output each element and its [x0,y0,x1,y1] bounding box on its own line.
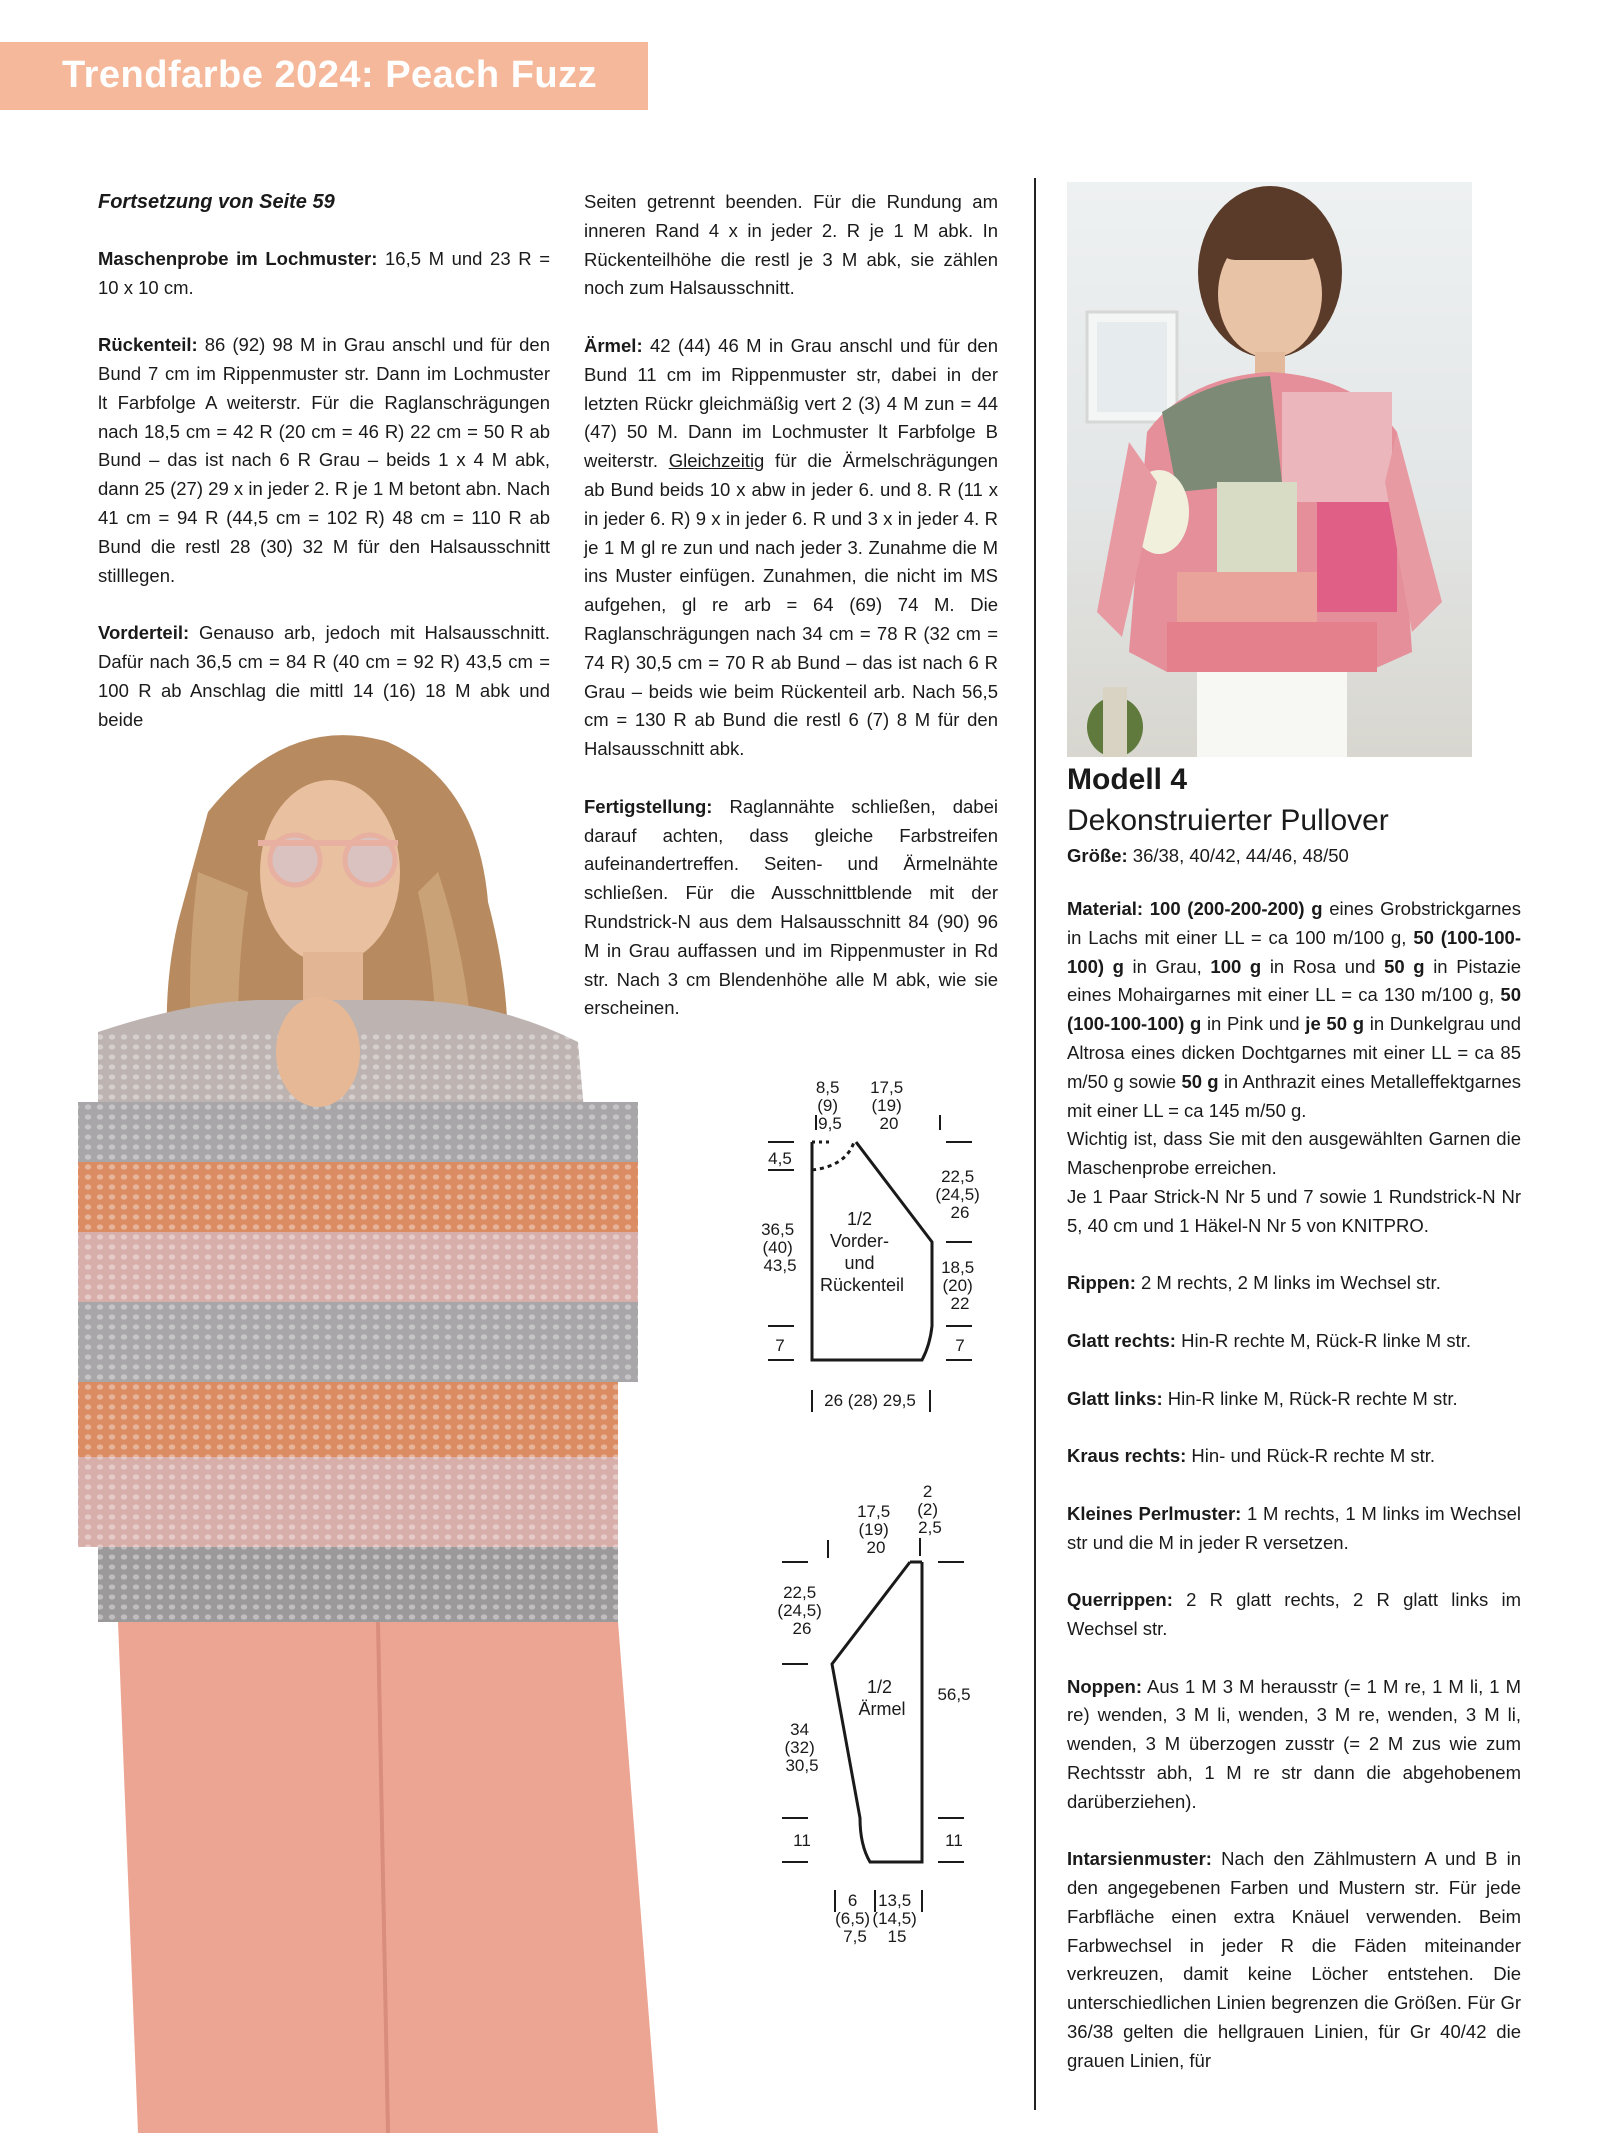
body-bund-right: 7 [955,1336,965,1355]
body-center-label [820,1209,904,1295]
body-right-side [941,1258,979,1313]
label-perlmuster: Kleines Perlmuster: [1067,1502,1242,1524]
sleeve-top-a-0: 17,5 [857,1502,891,1521]
label-aermel: Ärmel: [584,334,643,356]
paragraph-glatt-links [1067,1385,1521,1414]
paragraph-maschenprobe [98,245,550,303]
body-right-raglan-1: (24,5) [935,1185,980,1204]
material-note-1: Wichtig ist, dass Sie mit den ausgewählten Garnen die Maschenprobe erreichen. [1067,1128,1521,1179]
sleeve-top-b-1: (2) [917,1500,939,1519]
body-width: 26 (28) 29,5 [824,1391,916,1410]
schematic-body [761,1078,984,1412]
sleeve-center-label [858,1677,905,1719]
paragraph-noppen [1067,1673,1521,1817]
sleeve-bund-left: 11 [793,1831,811,1850]
text-maschenprobe: 16,5 M und 23 R = 10 x 10 cm. [98,247,550,298]
label-glatt-rechts: Glatt rechts: [1067,1329,1176,1351]
text-rippen: 2 M rechts, 2 M links im Wechsel str. [1135,1272,1441,1294]
material-amount-3: 100 g [1201,955,1262,977]
body-left-height-1: (40) [762,1238,793,1257]
sleeve-top-b [917,1482,943,1537]
paragraph-material [1067,895,1521,1125]
text-glatt-links: Hin-R linke M, Rück-R rechte M str. [1162,1387,1458,1409]
body-right-raglan [935,1167,984,1222]
label-intarsienmuster: Intarsienmuster: [1067,1848,1212,1870]
photo-modell-4 [1067,182,1472,757]
body-right-side-0: 18,5 [941,1258,975,1277]
sleeve-top-a-1: (19) [858,1520,889,1539]
text-kraus-rechts: Hin- und Rück-R rechte M str. [1186,1445,1436,1467]
paragraph-glatt-rechts [1067,1327,1521,1356]
body-bund-left: 7 [775,1336,785,1355]
body-left-height-0: 36,5 [761,1220,795,1239]
paragraph-querrippen [1067,1586,1521,1644]
paragraph-kraus-rechts [1067,1442,1521,1471]
body-top-a [816,1078,844,1133]
label-rippen: Rippen: [1067,1272,1136,1294]
sleeve-left-length-1: (32) [784,1738,815,1757]
paragraph-vorderteil-cont: Seiten getrennt beenden. Für die Rundung am inneren Rand 4 x in jeder 2. R je 1 M abk. In Rückenteilhöhe die restl je 3 M abk, sie zählen noch zum Halsausschnitt. [584,191,998,299]
material-text-2: in Grau, [1123,955,1202,977]
sleeve-center-1: Ärmel [858,1699,906,1719]
text-rueckenteil: 86 (92) 98 M in Grau anschl und für den Bund 7 cm im Rippenmuster str. Dann im Lochmuster lt Farbfolge A weiterstr. Für die Raglanschrägungen nach 18,5 cm = 42 R (20 cm = 46 R) 22 cm = 50 R ab Bund – das ist nach 6 R Grau – beids 1 x 4 M abk, dann 25 (27) 29 x in jeder 2. R je 1 M betont abn. Nach 41 cm = 94 R (44,5 cm = 102 R) 48 cm = 110 R ab Bund die restl 28 (30) 32 M für den Halsausschnitt stilllegen. [98,334,550,586]
body-left-height-2: 43,5 [763,1256,797,1275]
text-glatt-rechts: Hin-R rechte M, Rück-R linke M str. [1175,1329,1471,1351]
body-center-0: 1/2 [846,1209,873,1229]
text-column-1 [98,188,550,763]
material-amount-4: 50 g [1375,955,1425,977]
body-right-raglan-2: 26 [950,1203,970,1222]
material-amount-7: 50 g [1176,1070,1219,1092]
paragraph-perlmuster [1067,1500,1521,1558]
paragraph-vorderteil [98,619,550,734]
text-noppen: Aus 1 M 3 M herausstr (= 1 M re, 1 M li, 1 M re) wenden, 3 M li, wenden, 3 M re, wenden, 3 M li, wenden, 3 M überzogen zusstr (= 2 M zus wie zum Rechtsstr abh, 1 M re str dann die abgehobenem darüberziehen). [1067,1675,1521,1812]
text-aermel-a: 42 (44) 46 M in Grau anschl und für den Bund 11 cm im Rippenmuster str, dabei in der letzten Rückr gleichmäßig vert 2 (3) 4 M zun = 44 (47) 50 M. Dann im Lochmuster lt Farbfolge B weiterstr. [584,334,998,472]
body-top-a-1: (9) [817,1096,839,1115]
material-text-6: in Dunkelgrau und Altrosa eines dicken Dochtgarnes mit einer LL = ca 85 m/50 g sowie [1067,1013,1521,1092]
material-text-7: in Anthrazit eines Metalleffektgarnes mit einer LL = ca 145 m/50 g. [1067,1070,1521,1121]
sleeve-bottom-b-0: 13,5 [878,1891,912,1910]
label-kraus-rechts: Kraus rechts: [1067,1445,1187,1467]
body-center-2: und [844,1253,875,1273]
sleeve-left-raglan [777,1583,826,1638]
sleeve-top-a-2: 20 [866,1538,886,1557]
text-perlmuster: 1 M rechts, 1 M links im Wechsel str und die M in jeder R versetzen. [1067,1502,1521,1553]
label-material: Material: [1067,898,1144,919]
modell-subtitle: Dekonstruierter Pullover [1067,804,1389,837]
sleeve-bottom-b [872,1891,921,1946]
text-gleichzeitig: Gleichzeitig [668,450,765,472]
material-text-5: in Pink und [1201,1013,1300,1035]
text-vorderteil: Genauso arb, jedoch mit Halsausschnitt. Dafür nach 36,5 cm = 84 R (40 cm = 92 R) 43,5 cm = 100 R ab Anschlag die mittl 14 (16) 18 M abk und beide [98,622,550,730]
column-divider [1034,178,1036,2110]
material-text-3: in Rosa und [1261,955,1376,977]
label-maschenprobe: Maschenprobe im Lochmuster: [98,247,378,269]
photo-modell-4-illustration [1067,182,1472,757]
schematic-diagrams [750,1070,990,1990]
text-intarsienmuster: Nach den Zählmustern A und B in den angegebenen Farben und Mustern str. Für jede Farbfläche einen extra Knäuel verwenden. Beim Farbwechsel in jeder R die Fäden miteinander verkreuzen, damit keine Löcher entstehen. Die unterschiedlichen Linien begrenzen die Größen. Für Gr 36/38 gelten die hellgrauen Linien, für Gr 40/42 die grauen Linien, für [1067,1848,1521,2071]
label-vorderteil: Vorderteil: [98,622,190,644]
body-right-side-2: 22 [950,1294,970,1313]
size-label: Größe: [1067,845,1128,866]
body-top-b-0: 17,5 [870,1078,904,1097]
label-glatt-links: Glatt links: [1067,1387,1163,1409]
paragraph-aermel [584,332,998,764]
sleeve-bottom-a-0: 6 [847,1891,858,1910]
material-text-1: eines Grobstrickgarnes in Lachs mit einer LL = ca 100 m/100 g, [1067,898,1521,948]
sleeve-bottom-a [835,1891,875,1946]
sleeve-right-total: 56,5 [937,1685,971,1704]
sleeve-left-length [785,1720,820,1775]
photo-main-illustration [58,722,698,2133]
paragraph-rippen [1067,1269,1521,1298]
label-rueckenteil: Rückenteil: [98,334,198,356]
size-line [1067,845,1349,867]
paragraph-intarsienmuster [1067,1845,1521,2075]
body-center-1: Vorder- [829,1231,890,1251]
sleeve-bottom-a-2: 7,5 [843,1927,867,1946]
material-amount-5: 50 (100-100-100) g [1067,984,1521,1035]
size-text: 36/38, 40/42, 44/46, 48/50 [1127,845,1349,866]
photo-main-striped-pullover [58,722,698,2133]
material-amount-1: 100 (200-200-200) g [1143,898,1323,919]
body-left-height [761,1220,799,1275]
sleeve-top-b-2: 2,5 [918,1518,942,1537]
body-top-b [870,1078,908,1133]
label-querrippen: Querrippen: [1067,1589,1173,1611]
material-amount-6: je 50 g [1299,1013,1365,1035]
body-top-b-2: 20 [879,1114,899,1133]
body-right-raglan-0: 22,5 [941,1167,975,1186]
body-top-b-1: (19) [871,1096,902,1115]
schematic-sleeve [777,1482,970,1946]
sleeve-bottom-b-2: 15 [887,1927,907,1946]
sleeve-top-b-0: 2 [922,1482,933,1501]
sleeve-left-length-2: 30,5 [785,1756,819,1775]
sleeve-bottom-b-1: (14,5) [872,1909,917,1928]
body-top-a-2: 9,5 [818,1114,842,1133]
text-column-3 [1067,895,1521,2104]
body-right-side-1: (20) [942,1276,973,1295]
body-left-neck: 4,5 [768,1149,792,1168]
sleeve-left-raglan-2: 26 [792,1619,812,1638]
sleeve-left-raglan-0: 22,5 [783,1583,817,1602]
paragraph-rueckenteil [98,331,550,590]
text-fertigstellung: Raglannähte schließen, dabei darauf achten, dass gleiche Farbstreifen aufeinandertreffen. Seiten- und Ärmelnähte schließen. Für die Ausschnittblende mit der Rundstrick-N aus dem Halsausschnitt 84 (90) 96 M in Grau auffassen und im Rippenmuster in Rd str. Nach 3 cm Blendenhöhe alle M abk, wie sie erscheinen. [584,795,998,1019]
body-top-a-0: 8,5 [815,1078,840,1097]
sleeve-bund-right: 11 [945,1831,963,1850]
sleeve-bottom-a-1: (6,5) [835,1909,871,1928]
modell-title: Modell 4 [1067,763,1188,796]
sleeve-left-length-0: 34 [790,1720,810,1739]
material-note-2: Je 1 Paar Strick-N Nr 5 und 7 sowie 1 Rundstrick-N Nr 5, 40 cm und 1 Häkel-N Nr 5 von KNITPRO. [1067,1185,1521,1236]
material-text-4: in Pistazie eines Mohairgarnes mit einer LL = ca 130 m/100 g, [1067,955,1521,1006]
sleeve-center-0: 1/2 [866,1677,893,1697]
material-amount-2: 50 (100-100-100) g [1067,926,1521,977]
label-fertigstellung: Fertigstellung: [584,795,713,817]
sleeve-left-raglan-1: (24,5) [777,1601,822,1620]
page-title: Trendfarbe 2024: Peach Fuzz [62,54,598,96]
text-querrippen: 2 R glatt rechts, 2 R glatt links im Wechsel str. [1067,1589,1521,1639]
text-aermel-b: für die Ärmelschrägungen ab Bund beids 10 x abw in jeder 6. und 8. R (11 x in jeder 6. R) 9 x in jeder 6. R und 3 x in jeder 4. R je 1 M gl re zun und nach jeder 3. Zunahme die M ins Muster einfügen. Zunahmen, die nicht im MS aufgehen, gl re arb = 64 (69) 74 M. Die Raglanschrägungen nach 34 cm = 78 R (32 cm = 74 R) 30,5 cm = 70 R ab Bund – das ist nach 6 R Grau – beids wie beim Rückenteil arb. Nach 56,5 cm = 130 R ab Bund die restl 6 (7) 8 M für den Halsausschnitt abk. [584,450,998,760]
label-noppen: Noppen: [1067,1675,1143,1697]
sleeve-top-a [857,1502,895,1557]
body-center-3: Rückenteil [819,1275,905,1295]
continuation-note: Fortsetzung von Seite 59 [98,191,335,213]
